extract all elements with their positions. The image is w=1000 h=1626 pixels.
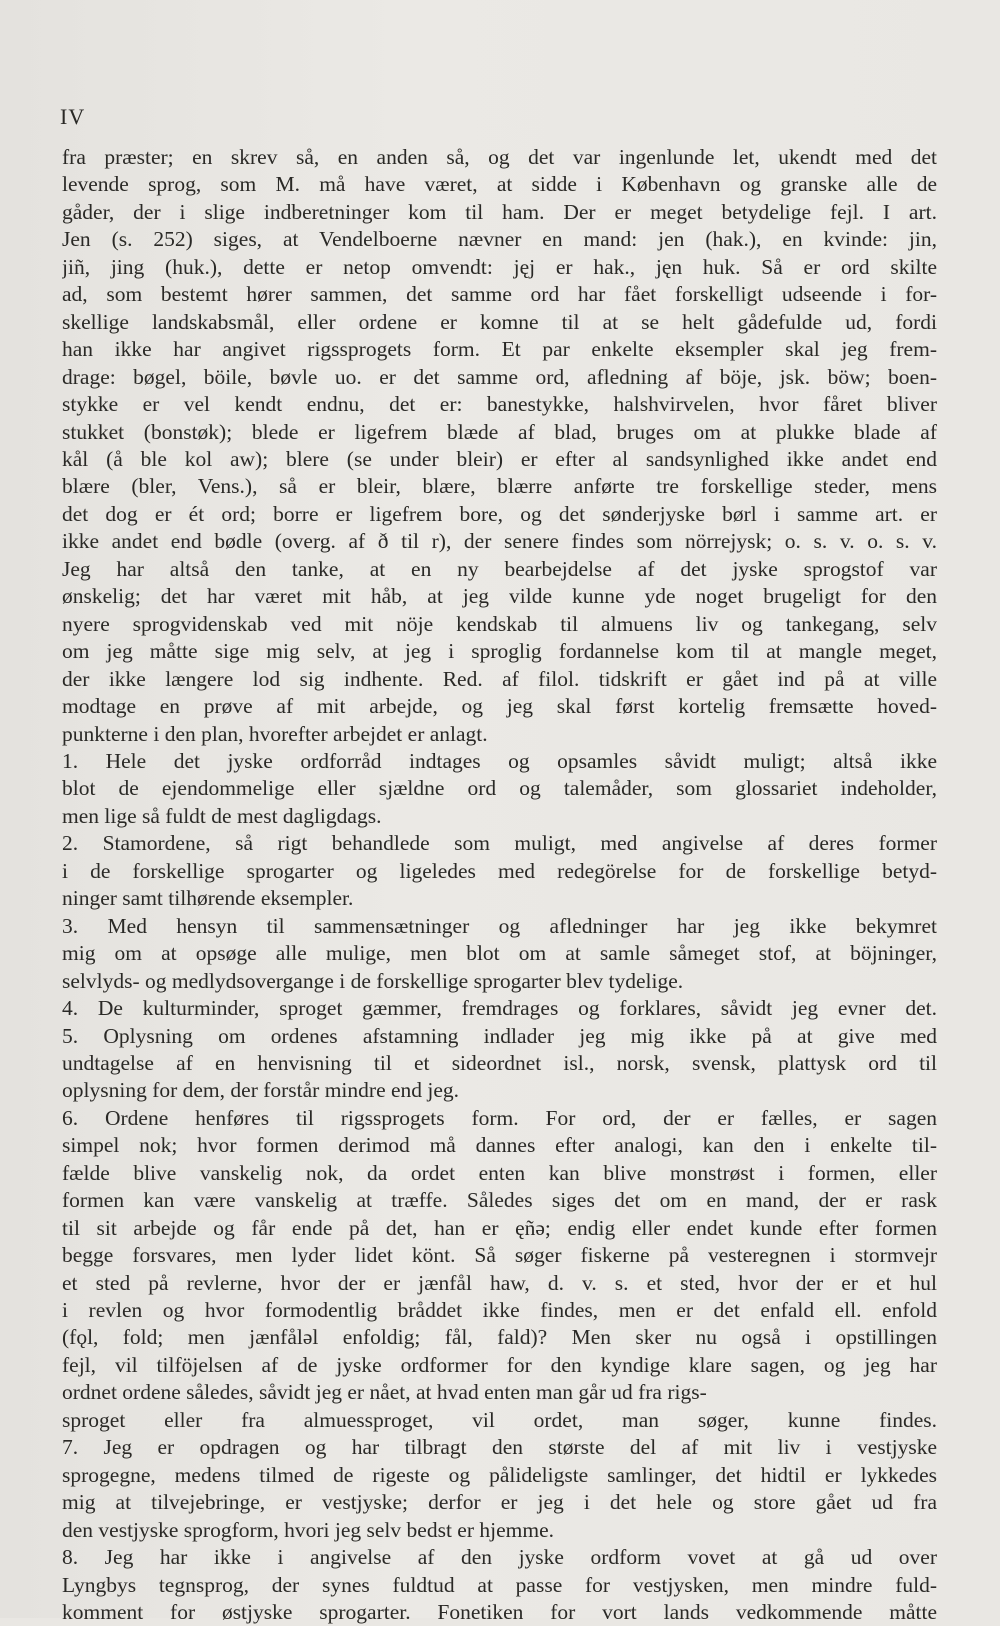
text-line: 2. Stamordene, så rigt behandlede som muligt, med angivelse af deres former bbox=[62, 831, 937, 856]
text-line: modtage en prøve af mit arbejde, og jeg skal først kortelig fremsætte hoved- bbox=[62, 694, 937, 719]
text-line: oplysning for dem, der forstår mindre end jeg. bbox=[62, 1078, 460, 1103]
text-line: nyere sprogvidenskab ved mit nöje kendskab til almuens liv og tankegang, selv bbox=[62, 611, 937, 636]
body-text bbox=[62, 144, 937, 1626]
text-line: han ikke har angivet rigssprogets form. Et par enkelte eksempler skal jeg frem- bbox=[62, 337, 937, 362]
text-line: om jeg måtte sige mig selv, at jeg i sproglig fordannelse kom til at mangle meget, bbox=[62, 639, 937, 664]
text-line: skellige landskabsmål, eller ordene er komne til at se helt gådefulde ud, fordi bbox=[62, 309, 937, 334]
text-line: ikke andet end bødle (overg. af ð til r), der senere findes som nörrejysk; o. s. v. o. s. v. bbox=[62, 529, 937, 554]
text-line: gåder, der i slige indberetninger kom til ham. Der er meget betydelige fejl. I art. bbox=[62, 199, 937, 224]
text-line: i revlen og hvor formodentlig bråddet ikke findes, men er det enfald ell. enfold bbox=[62, 1298, 937, 1323]
text-line: fra præster; en skrev så, en anden så, og det var ingenlunde let, ukendt med det bbox=[62, 145, 937, 169]
text-line: ønskelig; det har været mit håb, at jeg vilde kunne yde noget brugeligt for den bbox=[62, 584, 937, 609]
text-line: ninger samt tilhørende eksempler. bbox=[62, 886, 354, 911]
text-line: i de forskellige sprogarter og ligeledes med redegörelse for de forskellige betyd- bbox=[62, 858, 937, 883]
text-line: der ikke længere lod sig indhente. Red. af filol. tidskrift er gået ind på at ville bbox=[62, 666, 937, 691]
text-line: 8. Jeg har ikke i angivelse af den jyske ordform vovet at gå ud over bbox=[62, 1545, 937, 1570]
text-line: komment for østjyske sprogarter. Fonetiken for vort lands vedkommende måtte bbox=[62, 1600, 937, 1625]
text-line: til sit arbejde og får ende på det, han er ęñə; endig eller endet kunde efter formen bbox=[62, 1215, 937, 1240]
page-number: IV bbox=[60, 104, 86, 129]
text-line: 1. Hele det jyske ordforråd indtages og opsamles såvidt muligt; altså ikke bbox=[62, 748, 937, 773]
text-line: kål (å ble kol aw); blere (se under bleir) er efter al sandsynlighed ikke andet end bbox=[62, 446, 937, 471]
text-line: mig at tilvejebringe, er vestjyske; derfor er jeg i det hele og store gået ud fra bbox=[62, 1490, 937, 1515]
text-line: begge forsvares, men lyder lidet könt. Så søger fiskerne på vesteregnen i stormvejr bbox=[62, 1243, 937, 1268]
text-line: fælde blive vanskelig nok, da ordet enten kan blive monstrøst i formen, eller bbox=[62, 1160, 937, 1185]
text-line: simpel nok; hvor formen derimod må dannes efter analogi, kan den i enkelte til- bbox=[62, 1133, 937, 1158]
text-line: stukket (bonstøk); blede er ligefrem blæde af blad, bruges om at plukke blade af bbox=[62, 419, 937, 444]
text-line: levende sprog, som M. må have været, at sidde i København og granske alle de bbox=[62, 172, 937, 197]
text-line: 6. Ordene henføres til rigssprogets form. For ord, der er fælles, er sagen bbox=[62, 1105, 937, 1130]
text-line: (fǫl, fold; men jænfåləl enfoldig; fål, fald)? Men sker nu også i opstillingen bbox=[62, 1325, 937, 1350]
text-line: ordnet ordene således, såvidt jeg er nået, at hvad enten man går ud fra rigs- bbox=[62, 1380, 707, 1405]
text-line: ad, som bestemt hører sammen, det samme ord har fået forskelligt udseende i for- bbox=[62, 282, 937, 307]
text-line: fejl, vil tilföjelsen af de jyske ordformer for den kyndige klare sagen, og jeg har bbox=[62, 1352, 937, 1377]
text-line: men lige så fuldt de mest dagligdags. bbox=[62, 803, 382, 828]
text-line: den vestjyske sprogform, hvori jeg selv bedst er hjemme. bbox=[62, 1517, 555, 1542]
text-line: blot de ejendommelige eller sjældne ord og talemåder, som glossariet indeholder, bbox=[62, 776, 937, 801]
text-line: jiñ, jing (huk.), dette er netop omvendt: jęj er hak., jęn huk. Så er ord skilte bbox=[62, 254, 937, 279]
text-line: 7. Jeg er opdragen og har tilbragt den største del af mit liv i vestjyske bbox=[62, 1435, 937, 1460]
text-line: Jeg har altså den tanke, at en ny bearbejdelse af det jyske sprogstof var bbox=[62, 556, 937, 581]
text-line: punkterne i den plan, hvorefter arbejdet er anlagt. bbox=[62, 721, 488, 746]
text-line: et sted på revlerne, hvor der er jænfål haw, d. v. s. et sted, hvor der er et hul bbox=[62, 1270, 937, 1295]
text-line: formen kan være vanskelig at træffe. Således siges det om en mand, der er rask bbox=[62, 1188, 937, 1213]
text-line: 3. Med hensyn til sammensætninger og afledninger har jeg ikke bekymret bbox=[62, 913, 937, 938]
text-line: 4. De kulturminder, sproget gæmmer, fremdrages og forklares, såvidt jeg evner det. bbox=[62, 996, 937, 1021]
text-line: sprogegne, medens tilmed de rigeste og pålideligste samlinger, det hidtil er lykkedes bbox=[62, 1462, 937, 1487]
text-line: Jen (s. 252) siges, at Vendelboerne nævner en mand: jen (hak.), en kvinde: jin, bbox=[62, 227, 937, 252]
text-line: mig om at opsøge alle mulige, men blot om at samle såmeget stof, at böjninger, bbox=[62, 941, 937, 966]
text-line: drage: bøgel, böile, bøvle uo. er det samme ord, afledning af böje, jsk. böw; boen- bbox=[62, 364, 937, 389]
text-line: Lyngbys tegnsprog, der synes fuldtud at passe for vestjysken, men mindre fuld- bbox=[62, 1572, 937, 1597]
text-line: blære (bler, Vens.), så er bleir, blære, blærre anførte tre forskellige steder, mens bbox=[62, 474, 937, 499]
text-line: sproget eller fra almuessproget, vil ordet, man søger, kunne findes. bbox=[62, 1407, 937, 1432]
text-line: 5. Oplysning om ordenes afstamning indlader jeg mig ikke på at give med bbox=[62, 1023, 937, 1048]
text-line: selvlyds- og medlydsovergange i de forskellige sprogarter blev tydelige. bbox=[62, 968, 684, 993]
text-line: stykke er vel kendt endnu, det er: banestykke, halshvirvelen, hvor fåret bliver bbox=[62, 392, 937, 417]
text-line: undtagelse af en henvisning til et sideordnet isl., norsk, svensk, plattysk ord til bbox=[62, 1050, 937, 1075]
text-line: det dog er ét ord; borre er ligefrem bore, og det sønderjyske børl i samme art. er bbox=[62, 501, 937, 526]
